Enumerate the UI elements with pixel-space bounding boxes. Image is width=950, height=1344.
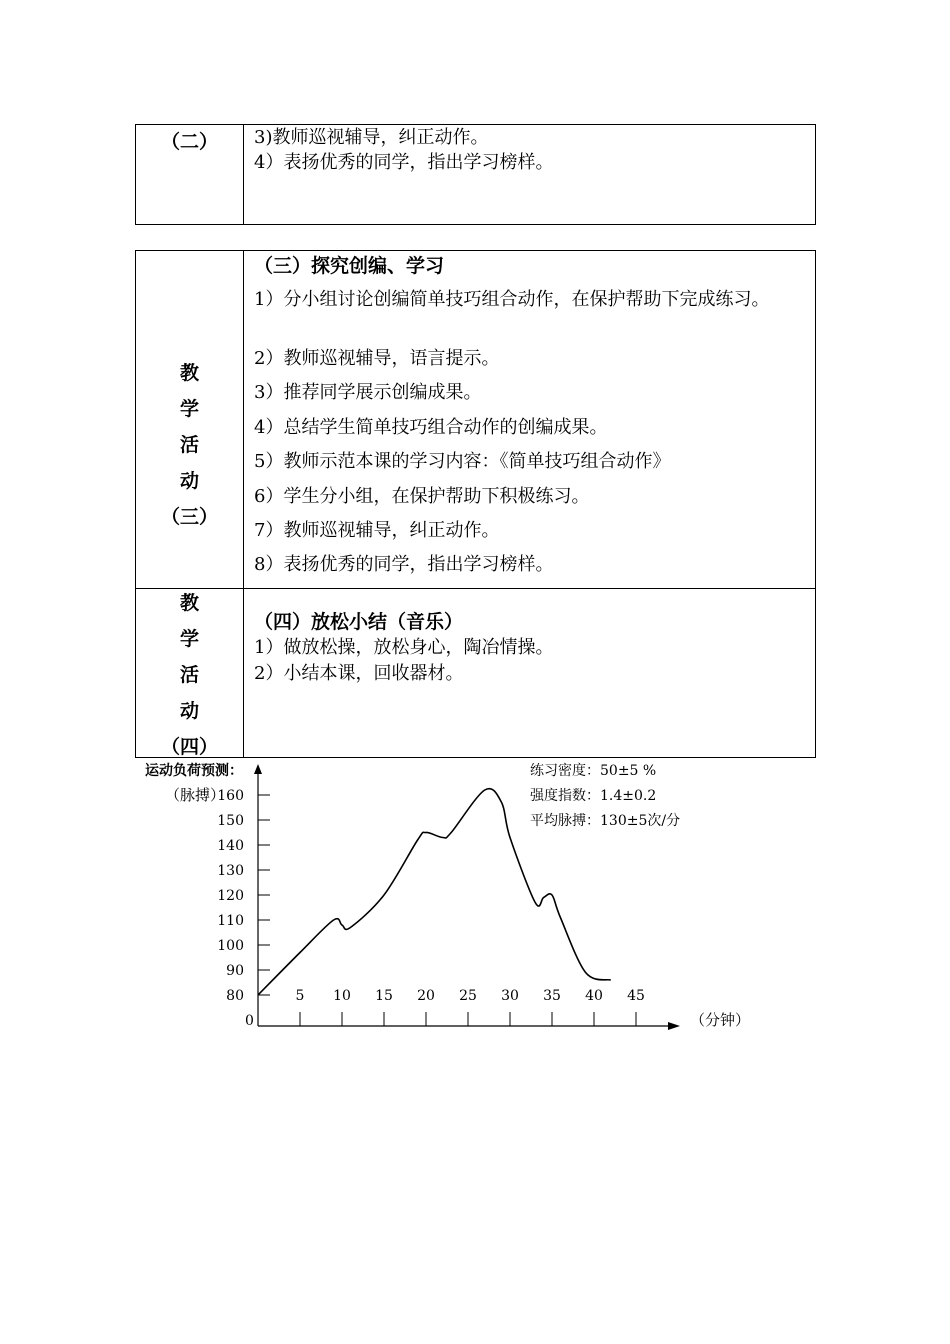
label-char: （四） — [160, 736, 218, 758]
y-tick-label: 140 — [217, 838, 244, 854]
label-char: 动 — [179, 700, 199, 722]
y-tick-label: 160 — [217, 788, 244, 804]
y-tick-label: 80 — [226, 988, 244, 1004]
content-line: 8）表扬优秀的同学，指出学习榜样。 — [254, 554, 554, 575]
y-tick-label: 150 — [217, 813, 244, 829]
content-line: 1）分小组讨论创编简单技巧组合动作，在保护帮助下完成练习。 — [254, 289, 770, 310]
x-tick-label: 15 — [375, 988, 393, 1004]
y-tick-label: 90 — [226, 963, 244, 979]
y-tick-label: 130 — [217, 863, 244, 879]
x-tick-label: 30 — [501, 988, 519, 1004]
x-tick-label: 35 — [543, 988, 561, 1004]
x-tick-label: 5 — [295, 988, 305, 1004]
content-line: 3)教师巡视辅导，纠正动作。 — [254, 127, 489, 148]
content-line: 4）表扬优秀的同学，指出学习榜样。 — [254, 152, 554, 173]
y-axis-arrow — [254, 764, 262, 774]
x-tick-label: 10 — [333, 988, 351, 1004]
content-line: 6）学生分小组，在保护帮助下积极练习。 — [254, 486, 590, 507]
label-char: 活 — [179, 434, 199, 456]
content-line: 3）推荐同学展示创编成果。 — [254, 382, 482, 403]
row-label: （二） — [160, 131, 218, 153]
x-axis-label: （分钟） — [690, 1011, 751, 1029]
x-tick-label: 45 — [627, 988, 645, 1004]
label-char: 活 — [179, 664, 199, 686]
x-tick-label: 25 — [459, 988, 477, 1004]
stat-pulse: 平均脉搏：130±5次/分 — [530, 813, 681, 829]
content-line: 2）教师巡视辅导，语言提示。 — [254, 348, 500, 369]
x-tick-label: 20 — [417, 988, 435, 1004]
y-ticks — [217, 788, 270, 1004]
label-char: 学 — [179, 398, 199, 420]
chart-title: 运动负荷预测： — [145, 763, 243, 779]
label-char: （三） — [160, 506, 218, 528]
content-line: 4）总结学生简单技巧组合动作的创编成果。 — [254, 417, 608, 438]
y-axis-label: （脉搏） — [165, 786, 226, 804]
origin-label: 0 — [245, 1013, 254, 1029]
x-axis-arrow — [668, 1022, 680, 1030]
x-ticks — [296, 988, 645, 1026]
x-tick-label: 40 — [585, 988, 603, 1004]
y-tick-label: 120 — [217, 888, 244, 904]
stat-intensity: 强度指数：1.4±0.2 — [530, 788, 657, 804]
label-char: 教 — [179, 592, 199, 614]
content-line: 7）教师巡视辅导，纠正动作。 — [254, 520, 500, 541]
content-line: 1）做放松操，放松身心，陶冶情操。 — [254, 637, 554, 658]
label-char: 学 — [179, 628, 199, 650]
section-heading: （三）探究创编、学习 — [254, 255, 445, 277]
section-heading: （四）放松小结（音乐） — [254, 611, 464, 633]
content-line: 5）教师示范本课的学习内容：《简单技巧组合动作》 — [254, 451, 671, 472]
stat-density: 练习密度：50±5 % — [530, 763, 657, 779]
y-tick-label: 100 — [217, 938, 244, 954]
label-char: 教 — [179, 362, 199, 384]
content-line: 2）小结本课，回收器材。 — [254, 663, 464, 684]
label-char: 动 — [179, 470, 199, 492]
y-tick-label: 110 — [217, 913, 244, 929]
